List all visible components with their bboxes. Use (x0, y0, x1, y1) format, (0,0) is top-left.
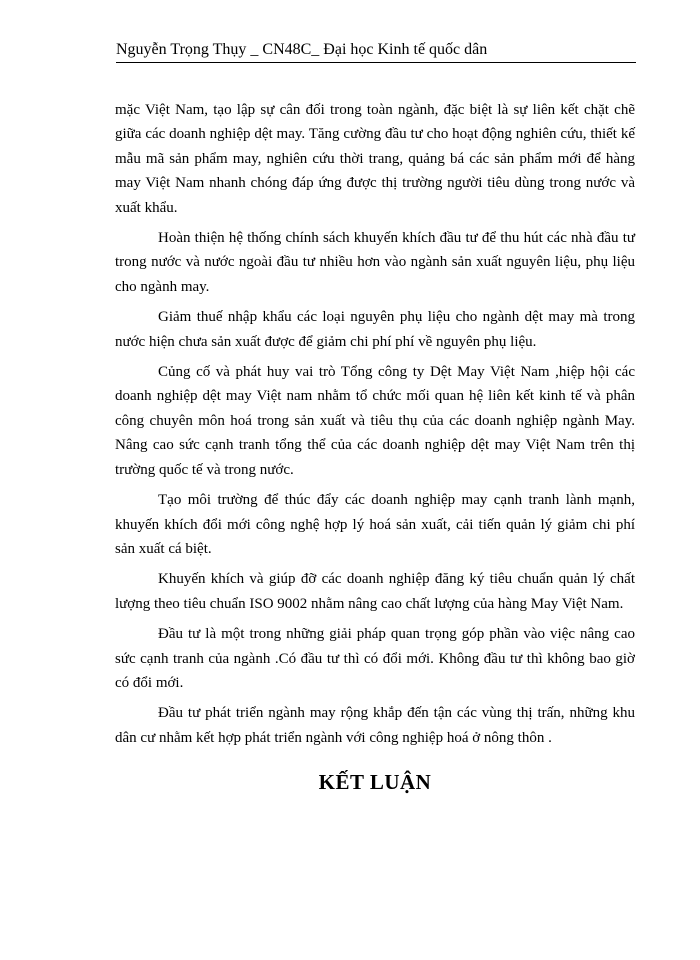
paragraph-4: Củng cố và phát huy vai trò Tổng công ty Dệt May Việt Nam ,hiệp hội các doanh nghiệp dệt may Việt nam nhằm tổ chức mối quan hệ liên kết kinh tế và phân công chuyên môn hoá trong sản xuất và tiêu thụ của các doanh nghiệp ngành May. Nâng cao sức cạnh tranh tổng thể của các doanh nghiệp dệt may Việt Nam trên thị trường quốc tế và trong nước. (115, 364, 635, 478)
paragraph-8: Đầu tư phát triển ngành may rộng khắp đến tận các vùng thị trấn, những khu dân cư nhằm kết hợp phát triển ngành với công nghiệp hoá ở nông thôn . (115, 705, 635, 746)
paragraph-7: Đầu tư là một trong những giải pháp quan trọng góp phần vào việc nâng cao sức cạnh tranh của ngành .Có đầu tư thì có đổi mới. Không đầu tư thì không bao giờ có đổi mới. (115, 626, 635, 691)
paragraph-5: Tạo môi trường để thúc đẩy các doanh nghiệp may cạnh tranh lành mạnh, khuyến khích đổi mới công nghệ hợp lý hoá sản xuất, cải tiến quản lý giảm chi phí sản xuất cá biệt. (115, 492, 635, 557)
paragraph-3: Giảm thuế nhập khẩu các loại nguyên phụ liệu cho ngành dệt may mà trong nước hiện chưa sản xuất được để giảm chi phí phí về nguyên phụ liệu. (115, 309, 635, 350)
paragraph-2: Hoàn thiện hệ thống chính sách khuyến khích đầu tư để thu hút các nhà đầu tư trong nước và nước ngoài đầu tư nhiều hơn vào ngành sản xuất nguyên liệu, phụ liệu cho ngành may. (115, 230, 635, 295)
page-header: Nguyễn Trọng Thụy _ CN48C_ Đại học Kinh tế quốc dân (116, 41, 488, 58)
paragraph-6: Khuyến khích và giúp đỡ các doanh nghiệp đăng ký tiêu chuẩn quản lý chất lượng theo tiêu chuẩn ISO 9002 nhằm nâng cao chất lượng của hàng May Việt Nam. (115, 571, 635, 612)
paragraph-1: mặc Việt Nam, tạo lập sự cân đối trong toàn ngành, đặc biệt là sự liên kết chặt chẽ giữa các doanh nghiệp dệt may. Tăng cường đầu tư cho hoạt động nghiên cứu, thiết kế mẫu mã sản phẩm may, nghiên cứu thời trang, quảng bá các sản phẩm mới để hàng may Việt Nam nhanh chóng đáp ứng được thị trường người tiêu dùng trong nước và xuất khẩu. (115, 102, 635, 216)
header-divider (116, 62, 636, 63)
body-text (115, 98, 635, 750)
section-title: KẾT LUẬN (318, 770, 432, 794)
